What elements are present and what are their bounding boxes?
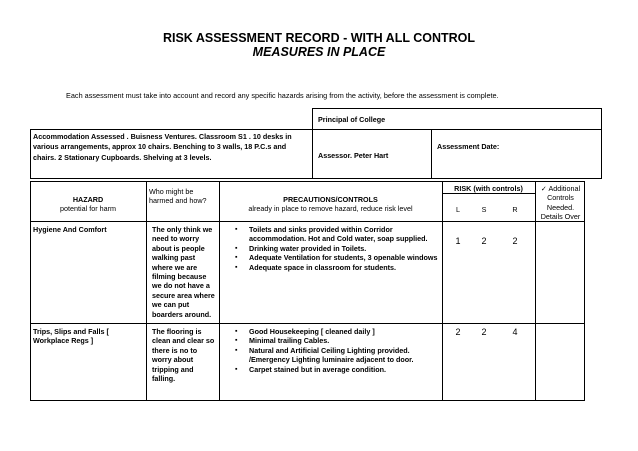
row2-r: 4 xyxy=(512,327,518,337)
header-precautions-sub: already in place to remove hazard, reduce risk level xyxy=(248,204,413,214)
row1-precaution-item: ▪ Drinking water provided in Toilets. xyxy=(232,244,440,253)
accommodation-text: Accommodation Assessed . Buisness Ventures. Classroom S1 . 10 desks in various arrangements, approx 10 chairs. Benching to 3 walls, 18 P.C.s and chairs. 2 Stationary Cupboards. Shelving at 3 levels. xyxy=(33,132,292,162)
assessment-date-label: Assessment Date: xyxy=(437,142,500,151)
assessor-text: Assessor. Peter Hart xyxy=(318,151,389,160)
header-who: Who might be harmed and how? xyxy=(149,187,207,206)
row1-l: 1 xyxy=(455,236,461,246)
row2-precaution-item: ▪ Natural and Artificial Ceiling Lighting provided. /Emergency Lighting luminaire adjacent to door. xyxy=(232,346,440,365)
document-title-line2-text: MEASURES IN PLACE xyxy=(252,45,386,59)
header-precautions xyxy=(219,195,442,214)
header-precautions-title: PRECAUTIONS/CONTROLS xyxy=(283,195,378,204)
header-hazard xyxy=(30,195,146,214)
col-divider-1 xyxy=(146,181,147,401)
header-hazard-title: HAZARD xyxy=(72,195,104,204)
header-s: S xyxy=(481,205,487,214)
row-divider xyxy=(30,323,585,324)
row2-precaution-item: ▪ Minimal trailing Cables. xyxy=(232,336,440,345)
header-l: L xyxy=(456,205,460,214)
row1-precaution-item: ▪ Adequate space in classroom for students. xyxy=(232,263,440,272)
col-divider-4 xyxy=(535,181,536,401)
row1-hazard: Hygiene And Comfort xyxy=(33,225,107,234)
row1-r: 2 xyxy=(512,236,518,246)
row1-precaution-item: ▪ Toilets and sinks provided within Corridor accommodation. Hot and Cold water, soap supplied. xyxy=(232,225,440,244)
row2-precautions xyxy=(232,327,440,374)
row2-l: 2 xyxy=(455,327,461,337)
document-title-line2 xyxy=(0,45,638,59)
row1-who: The only think we need to worry about is people walking past where we are filming because we do not have a secure area where we can put boarders around. xyxy=(152,225,215,319)
header-row-divider xyxy=(30,221,585,222)
row2-hazard: Trips, Slips and Falls [ Workplace Regs ] xyxy=(33,327,109,346)
row1-precautions xyxy=(232,225,440,272)
header-hazard-sub: potential for harm xyxy=(60,204,116,214)
row1-precaution-item: ▪ Adequate Ventilation for students, 3 openable windows xyxy=(232,253,440,262)
document-title-line1: RISK ASSESSMENT RECORD - WITH ALL CONTROL xyxy=(162,31,476,45)
header-r: R xyxy=(512,205,518,214)
row2-who: The flooring is clean and clear so there is no to worry about tripping and falling. xyxy=(152,327,215,384)
col-divider-2 xyxy=(219,181,220,401)
row2-precaution-item: ▪ Carpet stained but in average condition. xyxy=(232,365,440,374)
intro-text: Each assessment must take into account and record any specific hazards arising from the activity, before the assessment is complete. xyxy=(66,91,499,100)
date-box xyxy=(431,129,602,179)
header-risk: RISK (with controls) xyxy=(454,184,523,193)
row1-s: 2 xyxy=(481,236,487,246)
header-additional: ✓ Additional Controls Needed. Details Over xyxy=(540,184,581,222)
row2-precaution-item: ▪ Good Housekeeping [ cleaned daily ] xyxy=(232,327,440,336)
col-divider-3 xyxy=(442,181,443,401)
principal-label: Principal of College xyxy=(318,115,386,124)
row2-s: 2 xyxy=(481,327,487,337)
